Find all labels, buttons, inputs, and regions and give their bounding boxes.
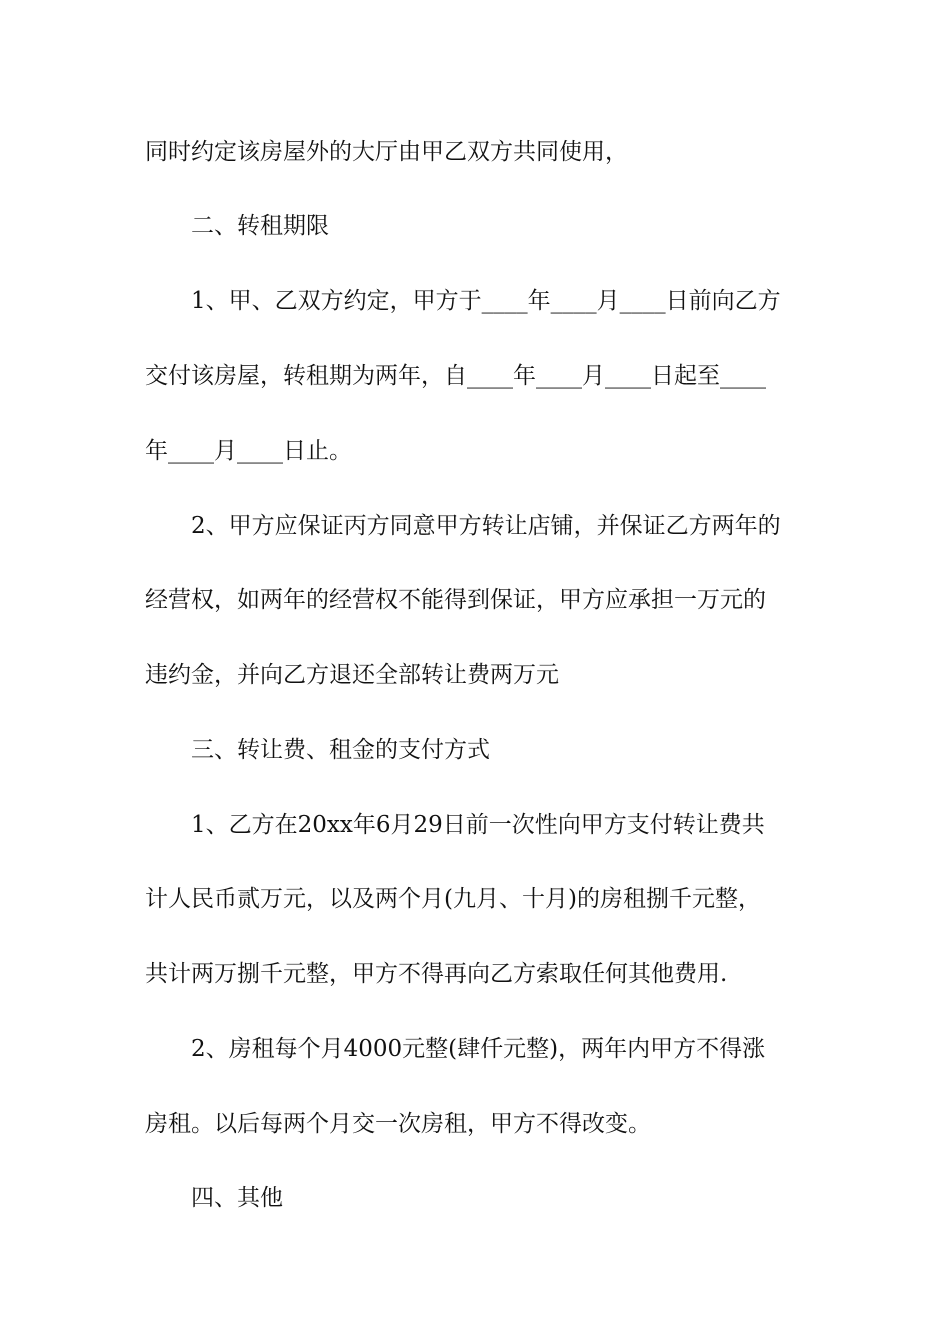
paragraph-line: 2、房租每个月4000元整(肆仟元整)，两年内甲方不得涨 — [191, 1036, 766, 1062]
paragraph-line: 房租。以后每两个月交一次房租，甲方不得改变。 — [145, 1111, 651, 1137]
paragraph-line: 同时约定该房屋外的大厅由甲乙双方共同使用， — [145, 139, 628, 165]
paragraph-line: 经营权，如两年的经营权不能得到保证，甲方应承担一万元的 — [145, 587, 766, 613]
paragraph-line: 年____月____日止。 — [145, 438, 352, 464]
section-heading: 四、其他 — [191, 1185, 283, 1211]
paragraph-line: 2、甲方应保证丙方同意甲方转让店铺，并保证乙方两年的 — [191, 513, 781, 539]
paragraph-line: 共计两万捌千元整，甲方不得再向乙方索取任何其他费用. — [145, 961, 728, 987]
paragraph-line: 违约金，并向乙方退还全部转让费两万元 — [145, 662, 559, 688]
paragraph-line: 1、甲、乙双方约定，甲方于____年____月____日前向乙方 — [191, 288, 781, 314]
section-heading: 三、转让费、租金的支付方式 — [191, 737, 490, 763]
paragraph-line: 1、乙方在20xx年6月29日前一次性向甲方支付转让费共 — [191, 812, 765, 838]
section-heading: 二、转租期限 — [191, 213, 329, 239]
paragraph-line: 计人民币贰万元，以及两个月(九月、十月)的房租捌千元整， — [145, 886, 761, 912]
paragraph-line: 交付该房屋，转租期为两年，自____年____月____日起至____ — [145, 363, 766, 389]
